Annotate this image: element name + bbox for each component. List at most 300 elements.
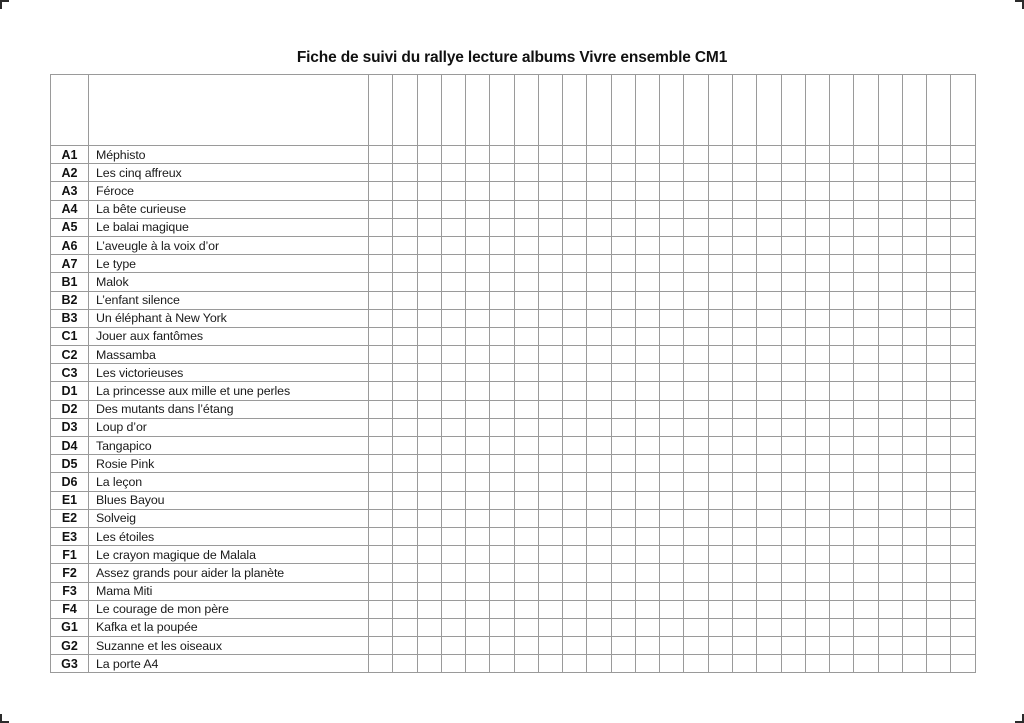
cell-tick-checkbox[interactable] xyxy=(732,146,756,164)
cell-tick-checkbox[interactable] xyxy=(830,618,854,636)
cell-tick-checkbox[interactable] xyxy=(878,655,902,673)
cell-tick-checkbox[interactable] xyxy=(902,546,926,564)
cell-tick-checkbox[interactable] xyxy=(369,400,393,418)
cell-tick-checkbox[interactable] xyxy=(369,364,393,382)
cell-tick-checkbox[interactable] xyxy=(757,255,781,273)
cell-tick-checkbox[interactable] xyxy=(466,346,490,364)
cell-tick-checkbox[interactable] xyxy=(369,182,393,200)
cell-tick-checkbox[interactable] xyxy=(369,455,393,473)
cell-tick-checkbox[interactable] xyxy=(587,418,611,436)
cell-tick-checkbox[interactable] xyxy=(902,400,926,418)
cell-tick-checkbox[interactable] xyxy=(514,200,538,218)
cell-tick-checkbox[interactable] xyxy=(611,455,635,473)
cell-tick-checkbox[interactable] xyxy=(708,600,732,618)
cell-tick-checkbox[interactable] xyxy=(441,346,465,364)
cell-tick-checkbox[interactable] xyxy=(563,582,587,600)
cell-tick-checkbox[interactable] xyxy=(538,509,562,527)
cell-tick-checkbox[interactable] xyxy=(441,382,465,400)
cell-tick-checkbox[interactable] xyxy=(854,236,878,254)
cell-tick-checkbox[interactable] xyxy=(951,473,975,491)
cell-tick-checkbox[interactable] xyxy=(369,346,393,364)
cell-tick-checkbox[interactable] xyxy=(417,655,441,673)
cell-tick-checkbox[interactable] xyxy=(732,327,756,345)
cell-tick-checkbox[interactable] xyxy=(878,200,902,218)
cell-tick-checkbox[interactable] xyxy=(951,437,975,455)
cell-tick-checkbox[interactable] xyxy=(854,509,878,527)
cell-tick-checkbox[interactable] xyxy=(563,637,587,655)
cell-tick-checkbox[interactable] xyxy=(466,582,490,600)
cell-tick-checkbox[interactable] xyxy=(805,655,829,673)
cell-tick-checkbox[interactable] xyxy=(369,146,393,164)
cell-tick-checkbox[interactable] xyxy=(927,655,951,673)
cell-tick-checkbox[interactable] xyxy=(927,182,951,200)
cell-tick-checkbox[interactable] xyxy=(732,637,756,655)
cell-tick-checkbox[interactable] xyxy=(660,455,684,473)
cell-tick-checkbox[interactable] xyxy=(732,364,756,382)
cell-tick-checkbox[interactable] xyxy=(902,437,926,455)
cell-tick-checkbox[interactable] xyxy=(369,437,393,455)
cell-tick-checkbox[interactable] xyxy=(393,655,417,673)
cell-tick-checkbox[interactable] xyxy=(732,527,756,545)
cell-tick-checkbox[interactable] xyxy=(878,291,902,309)
cell-tick-checkbox[interactable] xyxy=(830,437,854,455)
cell-tick-checkbox[interactable] xyxy=(369,655,393,673)
cell-tick-checkbox[interactable] xyxy=(635,509,659,527)
cell-tick-checkbox[interactable] xyxy=(927,291,951,309)
cell-tick-checkbox[interactable] xyxy=(635,327,659,345)
cell-tick-checkbox[interactable] xyxy=(660,582,684,600)
cell-tick-checkbox[interactable] xyxy=(393,255,417,273)
cell-tick-checkbox[interactable] xyxy=(393,527,417,545)
cell-tick-checkbox[interactable] xyxy=(732,473,756,491)
cell-tick-checkbox[interactable] xyxy=(393,418,417,436)
cell-tick-checkbox[interactable] xyxy=(490,509,514,527)
cell-tick-checkbox[interactable] xyxy=(660,291,684,309)
header-cell-student-name[interactable] xyxy=(514,75,538,146)
cell-tick-checkbox[interactable] xyxy=(490,546,514,564)
cell-tick-checkbox[interactable] xyxy=(830,564,854,582)
cell-tick-checkbox[interactable] xyxy=(538,600,562,618)
cell-tick-checkbox[interactable] xyxy=(417,164,441,182)
cell-tick-checkbox[interactable] xyxy=(587,146,611,164)
cell-tick-checkbox[interactable] xyxy=(538,291,562,309)
cell-tick-checkbox[interactable] xyxy=(854,473,878,491)
cell-tick-checkbox[interactable] xyxy=(660,218,684,236)
cell-tick-checkbox[interactable] xyxy=(757,546,781,564)
cell-tick-checkbox[interactable] xyxy=(684,509,708,527)
cell-tick-checkbox[interactable] xyxy=(369,473,393,491)
cell-tick-checkbox[interactable] xyxy=(635,218,659,236)
cell-tick-checkbox[interactable] xyxy=(830,491,854,509)
cell-tick-checkbox[interactable] xyxy=(369,527,393,545)
cell-tick-checkbox[interactable] xyxy=(902,527,926,545)
cell-tick-checkbox[interactable] xyxy=(417,327,441,345)
cell-tick-checkbox[interactable] xyxy=(951,546,975,564)
cell-tick-checkbox[interactable] xyxy=(830,382,854,400)
cell-tick-checkbox[interactable] xyxy=(708,200,732,218)
cell-tick-checkbox[interactable] xyxy=(708,382,732,400)
cell-tick-checkbox[interactable] xyxy=(660,164,684,182)
cell-tick-checkbox[interactable] xyxy=(708,291,732,309)
cell-tick-checkbox[interactable] xyxy=(587,382,611,400)
cell-tick-checkbox[interactable] xyxy=(757,527,781,545)
cell-tick-checkbox[interactable] xyxy=(635,582,659,600)
cell-tick-checkbox[interactable] xyxy=(927,364,951,382)
cell-tick-checkbox[interactable] xyxy=(490,146,514,164)
cell-tick-checkbox[interactable] xyxy=(830,309,854,327)
header-cell-student-name[interactable] xyxy=(660,75,684,146)
cell-tick-checkbox[interactable] xyxy=(732,182,756,200)
cell-tick-checkbox[interactable] xyxy=(635,473,659,491)
cell-tick-checkbox[interactable] xyxy=(563,400,587,418)
cell-tick-checkbox[interactable] xyxy=(587,546,611,564)
cell-tick-checkbox[interactable] xyxy=(805,236,829,254)
cell-tick-checkbox[interactable] xyxy=(441,255,465,273)
cell-tick-checkbox[interactable] xyxy=(466,564,490,582)
cell-tick-checkbox[interactable] xyxy=(441,364,465,382)
cell-tick-checkbox[interactable] xyxy=(563,527,587,545)
cell-tick-checkbox[interactable] xyxy=(490,364,514,382)
cell-tick-checkbox[interactable] xyxy=(732,218,756,236)
cell-tick-checkbox[interactable] xyxy=(587,291,611,309)
cell-tick-checkbox[interactable] xyxy=(757,455,781,473)
cell-tick-checkbox[interactable] xyxy=(902,182,926,200)
cell-tick-checkbox[interactable] xyxy=(611,236,635,254)
cell-tick-checkbox[interactable] xyxy=(781,255,805,273)
header-cell-student-name[interactable] xyxy=(878,75,902,146)
cell-tick-checkbox[interactable] xyxy=(466,182,490,200)
cell-tick-checkbox[interactable] xyxy=(393,382,417,400)
header-cell-student-name[interactable] xyxy=(708,75,732,146)
cell-tick-checkbox[interactable] xyxy=(781,200,805,218)
cell-tick-checkbox[interactable] xyxy=(732,164,756,182)
cell-tick-checkbox[interactable] xyxy=(902,327,926,345)
cell-tick-checkbox[interactable] xyxy=(563,309,587,327)
cell-tick-checkbox[interactable] xyxy=(660,491,684,509)
cell-tick-checkbox[interactable] xyxy=(927,618,951,636)
header-cell-student-name[interactable] xyxy=(611,75,635,146)
cell-tick-checkbox[interactable] xyxy=(902,582,926,600)
cell-tick-checkbox[interactable] xyxy=(732,600,756,618)
cell-tick-checkbox[interactable] xyxy=(951,655,975,673)
cell-tick-checkbox[interactable] xyxy=(854,582,878,600)
cell-tick-checkbox[interactable] xyxy=(902,309,926,327)
cell-tick-checkbox[interactable] xyxy=(393,455,417,473)
cell-tick-checkbox[interactable] xyxy=(830,400,854,418)
cell-tick-checkbox[interactable] xyxy=(635,182,659,200)
cell-tick-checkbox[interactable] xyxy=(854,291,878,309)
cell-tick-checkbox[interactable] xyxy=(393,164,417,182)
cell-tick-checkbox[interactable] xyxy=(563,600,587,618)
cell-tick-checkbox[interactable] xyxy=(708,618,732,636)
cell-tick-checkbox[interactable] xyxy=(369,164,393,182)
cell-tick-checkbox[interactable] xyxy=(927,509,951,527)
cell-tick-checkbox[interactable] xyxy=(635,164,659,182)
cell-tick-checkbox[interactable] xyxy=(684,437,708,455)
cell-tick-checkbox[interactable] xyxy=(830,164,854,182)
cell-tick-checkbox[interactable] xyxy=(514,509,538,527)
cell-tick-checkbox[interactable] xyxy=(805,455,829,473)
cell-tick-checkbox[interactable] xyxy=(635,600,659,618)
cell-tick-checkbox[interactable] xyxy=(490,618,514,636)
cell-tick-checkbox[interactable] xyxy=(538,418,562,436)
cell-tick-checkbox[interactable] xyxy=(514,418,538,436)
cell-tick-checkbox[interactable] xyxy=(854,309,878,327)
cell-tick-checkbox[interactable] xyxy=(902,455,926,473)
cell-tick-checkbox[interactable] xyxy=(684,637,708,655)
cell-tick-checkbox[interactable] xyxy=(466,200,490,218)
cell-tick-checkbox[interactable] xyxy=(830,637,854,655)
cell-tick-checkbox[interactable] xyxy=(951,309,975,327)
cell-tick-checkbox[interactable] xyxy=(708,509,732,527)
cell-tick-checkbox[interactable] xyxy=(781,400,805,418)
cell-tick-checkbox[interactable] xyxy=(635,236,659,254)
cell-tick-checkbox[interactable] xyxy=(441,236,465,254)
cell-tick-checkbox[interactable] xyxy=(417,182,441,200)
cell-tick-checkbox[interactable] xyxy=(660,273,684,291)
cell-tick-checkbox[interactable] xyxy=(902,146,926,164)
cell-tick-checkbox[interactable] xyxy=(708,564,732,582)
cell-tick-checkbox[interactable] xyxy=(830,218,854,236)
cell-tick-checkbox[interactable] xyxy=(757,600,781,618)
cell-tick-checkbox[interactable] xyxy=(902,509,926,527)
cell-tick-checkbox[interactable] xyxy=(732,418,756,436)
cell-tick-checkbox[interactable] xyxy=(684,600,708,618)
cell-tick-checkbox[interactable] xyxy=(563,437,587,455)
cell-tick-checkbox[interactable] xyxy=(441,327,465,345)
cell-tick-checkbox[interactable] xyxy=(538,236,562,254)
cell-tick-checkbox[interactable] xyxy=(732,236,756,254)
cell-tick-checkbox[interactable] xyxy=(441,291,465,309)
cell-tick-checkbox[interactable] xyxy=(393,327,417,345)
cell-tick-checkbox[interactable] xyxy=(684,527,708,545)
cell-tick-checkbox[interactable] xyxy=(369,236,393,254)
cell-tick-checkbox[interactable] xyxy=(757,582,781,600)
cell-tick-checkbox[interactable] xyxy=(490,655,514,673)
cell-tick-checkbox[interactable] xyxy=(417,291,441,309)
cell-tick-checkbox[interactable] xyxy=(611,655,635,673)
cell-tick-checkbox[interactable] xyxy=(757,364,781,382)
cell-tick-checkbox[interactable] xyxy=(466,400,490,418)
cell-tick-checkbox[interactable] xyxy=(805,346,829,364)
cell-tick-checkbox[interactable] xyxy=(660,637,684,655)
cell-tick-checkbox[interactable] xyxy=(854,600,878,618)
cell-tick-checkbox[interactable] xyxy=(660,400,684,418)
cell-tick-checkbox[interactable] xyxy=(757,564,781,582)
cell-tick-checkbox[interactable] xyxy=(611,618,635,636)
cell-tick-checkbox[interactable] xyxy=(854,146,878,164)
header-cell-student-name[interactable] xyxy=(732,75,756,146)
cell-tick-checkbox[interactable] xyxy=(514,255,538,273)
cell-tick-checkbox[interactable] xyxy=(927,273,951,291)
cell-tick-checkbox[interactable] xyxy=(684,655,708,673)
cell-tick-checkbox[interactable] xyxy=(393,582,417,600)
cell-tick-checkbox[interactable] xyxy=(927,146,951,164)
cell-tick-checkbox[interactable] xyxy=(538,655,562,673)
cell-tick-checkbox[interactable] xyxy=(951,164,975,182)
cell-tick-checkbox[interactable] xyxy=(781,273,805,291)
cell-tick-checkbox[interactable] xyxy=(684,418,708,436)
cell-tick-checkbox[interactable] xyxy=(878,346,902,364)
cell-tick-checkbox[interactable] xyxy=(635,273,659,291)
cell-tick-checkbox[interactable] xyxy=(369,327,393,345)
cell-tick-checkbox[interactable] xyxy=(514,618,538,636)
cell-tick-checkbox[interactable] xyxy=(927,637,951,655)
cell-tick-checkbox[interactable] xyxy=(635,382,659,400)
cell-tick-checkbox[interactable] xyxy=(441,437,465,455)
cell-tick-checkbox[interactable] xyxy=(805,164,829,182)
cell-tick-checkbox[interactable] xyxy=(563,382,587,400)
cell-tick-checkbox[interactable] xyxy=(781,637,805,655)
cell-tick-checkbox[interactable] xyxy=(635,527,659,545)
cell-tick-checkbox[interactable] xyxy=(805,473,829,491)
cell-tick-checkbox[interactable] xyxy=(635,291,659,309)
cell-tick-checkbox[interactable] xyxy=(514,582,538,600)
cell-tick-checkbox[interactable] xyxy=(805,400,829,418)
cell-tick-checkbox[interactable] xyxy=(830,182,854,200)
cell-tick-checkbox[interactable] xyxy=(417,200,441,218)
cell-tick-checkbox[interactable] xyxy=(490,327,514,345)
cell-tick-checkbox[interactable] xyxy=(611,637,635,655)
cell-tick-checkbox[interactable] xyxy=(466,309,490,327)
cell-tick-checkbox[interactable] xyxy=(611,327,635,345)
cell-tick-checkbox[interactable] xyxy=(902,364,926,382)
cell-tick-checkbox[interactable] xyxy=(708,491,732,509)
cell-tick-checkbox[interactable] xyxy=(757,236,781,254)
cell-tick-checkbox[interactable] xyxy=(927,218,951,236)
cell-tick-checkbox[interactable] xyxy=(951,382,975,400)
header-cell-student-name[interactable] xyxy=(490,75,514,146)
cell-tick-checkbox[interactable] xyxy=(587,236,611,254)
cell-tick-checkbox[interactable] xyxy=(830,364,854,382)
cell-tick-checkbox[interactable] xyxy=(805,218,829,236)
cell-tick-checkbox[interactable] xyxy=(660,182,684,200)
cell-tick-checkbox[interactable] xyxy=(708,527,732,545)
cell-tick-checkbox[interactable] xyxy=(369,273,393,291)
cell-tick-checkbox[interactable] xyxy=(708,455,732,473)
cell-tick-checkbox[interactable] xyxy=(587,618,611,636)
cell-tick-checkbox[interactable] xyxy=(732,509,756,527)
cell-tick-checkbox[interactable] xyxy=(635,564,659,582)
cell-tick-checkbox[interactable] xyxy=(660,618,684,636)
cell-tick-checkbox[interactable] xyxy=(393,346,417,364)
cell-tick-checkbox[interactable] xyxy=(684,618,708,636)
cell-tick-checkbox[interactable] xyxy=(757,200,781,218)
cell-tick-checkbox[interactable] xyxy=(538,637,562,655)
cell-tick-checkbox[interactable] xyxy=(927,546,951,564)
cell-tick-checkbox[interactable] xyxy=(878,382,902,400)
cell-tick-checkbox[interactable] xyxy=(927,600,951,618)
cell-tick-checkbox[interactable] xyxy=(830,346,854,364)
cell-tick-checkbox[interactable] xyxy=(878,618,902,636)
cell-tick-checkbox[interactable] xyxy=(514,382,538,400)
cell-tick-checkbox[interactable] xyxy=(466,655,490,673)
cell-tick-checkbox[interactable] xyxy=(684,364,708,382)
cell-tick-checkbox[interactable] xyxy=(611,255,635,273)
cell-tick-checkbox[interactable] xyxy=(660,509,684,527)
cell-tick-checkbox[interactable] xyxy=(441,655,465,673)
cell-tick-checkbox[interactable] xyxy=(441,618,465,636)
cell-tick-checkbox[interactable] xyxy=(369,291,393,309)
cell-tick-checkbox[interactable] xyxy=(878,218,902,236)
cell-tick-checkbox[interactable] xyxy=(878,146,902,164)
cell-tick-checkbox[interactable] xyxy=(514,309,538,327)
cell-tick-checkbox[interactable] xyxy=(538,182,562,200)
cell-tick-checkbox[interactable] xyxy=(951,600,975,618)
cell-tick-checkbox[interactable] xyxy=(417,364,441,382)
cell-tick-checkbox[interactable] xyxy=(854,273,878,291)
cell-tick-checkbox[interactable] xyxy=(878,473,902,491)
cell-tick-checkbox[interactable] xyxy=(781,146,805,164)
cell-tick-checkbox[interactable] xyxy=(684,382,708,400)
cell-tick-checkbox[interactable] xyxy=(927,346,951,364)
cell-tick-checkbox[interactable] xyxy=(854,182,878,200)
cell-tick-checkbox[interactable] xyxy=(563,218,587,236)
cell-tick-checkbox[interactable] xyxy=(611,218,635,236)
cell-tick-checkbox[interactable] xyxy=(732,655,756,673)
cell-tick-checkbox[interactable] xyxy=(466,327,490,345)
cell-tick-checkbox[interactable] xyxy=(902,346,926,364)
cell-tick-checkbox[interactable] xyxy=(514,218,538,236)
cell-tick-checkbox[interactable] xyxy=(830,255,854,273)
cell-tick-checkbox[interactable] xyxy=(563,291,587,309)
cell-tick-checkbox[interactable] xyxy=(660,382,684,400)
cell-tick-checkbox[interactable] xyxy=(854,418,878,436)
cell-tick-checkbox[interactable] xyxy=(902,255,926,273)
cell-tick-checkbox[interactable] xyxy=(805,273,829,291)
cell-tick-checkbox[interactable] xyxy=(514,491,538,509)
header-cell-student-name[interactable] xyxy=(927,75,951,146)
cell-tick-checkbox[interactable] xyxy=(635,146,659,164)
cell-tick-checkbox[interactable] xyxy=(369,509,393,527)
cell-tick-checkbox[interactable] xyxy=(587,437,611,455)
cell-tick-checkbox[interactable] xyxy=(369,491,393,509)
cell-tick-checkbox[interactable] xyxy=(635,655,659,673)
cell-tick-checkbox[interactable] xyxy=(684,309,708,327)
header-cell-student-name[interactable] xyxy=(684,75,708,146)
cell-tick-checkbox[interactable] xyxy=(684,564,708,582)
cell-tick-checkbox[interactable] xyxy=(393,637,417,655)
cell-tick-checkbox[interactable] xyxy=(878,182,902,200)
cell-tick-checkbox[interactable] xyxy=(514,437,538,455)
cell-tick-checkbox[interactable] xyxy=(732,546,756,564)
cell-tick-checkbox[interactable] xyxy=(563,146,587,164)
cell-tick-checkbox[interactable] xyxy=(441,455,465,473)
cell-tick-checkbox[interactable] xyxy=(660,564,684,582)
cell-tick-checkbox[interactable] xyxy=(466,527,490,545)
cell-tick-checkbox[interactable] xyxy=(514,364,538,382)
cell-tick-checkbox[interactable] xyxy=(660,655,684,673)
cell-tick-checkbox[interactable] xyxy=(538,346,562,364)
cell-tick-checkbox[interactable] xyxy=(902,273,926,291)
cell-tick-checkbox[interactable] xyxy=(878,164,902,182)
cell-tick-checkbox[interactable] xyxy=(902,618,926,636)
cell-tick-checkbox[interactable] xyxy=(514,400,538,418)
cell-tick-checkbox[interactable] xyxy=(708,546,732,564)
cell-tick-checkbox[interactable] xyxy=(490,455,514,473)
cell-tick-checkbox[interactable] xyxy=(951,364,975,382)
cell-tick-checkbox[interactable] xyxy=(902,564,926,582)
cell-tick-checkbox[interactable] xyxy=(660,346,684,364)
cell-tick-checkbox[interactable] xyxy=(951,182,975,200)
cell-tick-checkbox[interactable] xyxy=(878,400,902,418)
cell-tick-checkbox[interactable] xyxy=(466,509,490,527)
cell-tick-checkbox[interactable] xyxy=(417,346,441,364)
cell-tick-checkbox[interactable] xyxy=(951,236,975,254)
cell-tick-checkbox[interactable] xyxy=(757,273,781,291)
cell-tick-checkbox[interactable] xyxy=(684,182,708,200)
cell-tick-checkbox[interactable] xyxy=(563,509,587,527)
